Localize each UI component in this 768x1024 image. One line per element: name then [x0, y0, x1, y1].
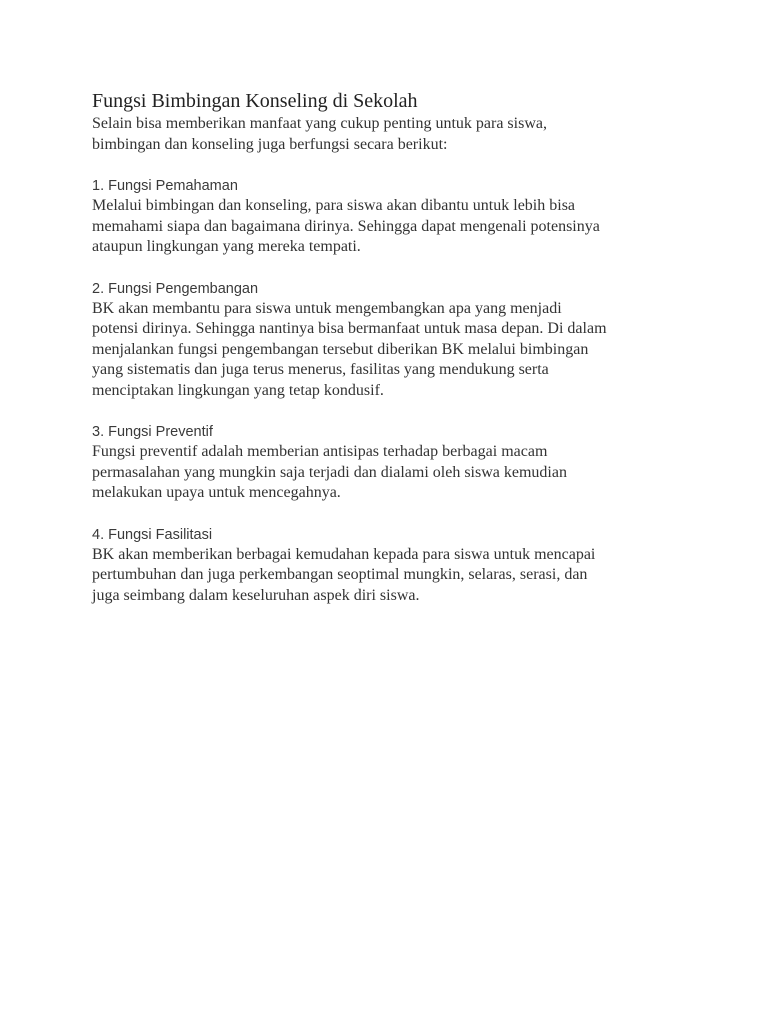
section-heading: 1. Fungsi Pemahaman	[92, 178, 238, 194]
body-line: memahami siapa dan bagaimana dirinya. Sehingga dapat mengenali potensinya	[92, 217, 600, 235]
body-line: Fungsi preventif adalah memberian antisipas terhadap berbagai macam	[92, 443, 548, 460]
document-title: Fungsi Bimbingan Konseling di Sekolah	[92, 90, 418, 112]
intro-line: Selain bisa memberikan manfaat yang cukup penting untuk para siswa,	[92, 115, 547, 132]
section-preventif	[92, 422, 692, 504]
body-line: BK akan membantu para siswa untuk mengembangkan apa yang menjadi	[92, 299, 562, 317]
section-body	[92, 196, 692, 258]
body-line: potensi dirinya. Sehingga nantinya bisa bermanfaat untuk masa depan. Di dalam	[92, 320, 607, 337]
section-heading: 3. Fungsi Preventif	[92, 424, 213, 440]
body-line: permasalahan yang mungkin saja terjadi dan dialami oleh siswa kemudian	[92, 463, 567, 481]
section-heading: 4. Fungsi Fasilitasi	[92, 526, 213, 543]
section-heading: 2. Fungsi Pengembangan	[92, 280, 259, 297]
section-body	[92, 442, 692, 504]
body-line: melakukan upaya untuk mencegahnya.	[92, 484, 341, 501]
intro-paragraph	[92, 114, 692, 155]
section-body	[92, 545, 692, 607]
body-line: pertumbuhan dan juga perkembangan seoptimal mungkin, selaras, serasi, dan	[92, 566, 588, 583]
section-pengembangan	[92, 279, 692, 402]
body-line: juga seimbang dalam keseluruhan aspek diri siswa.	[92, 586, 420, 604]
body-line: menjalankan fungsi pengembangan tersebut diberikan BK melalui bimbingan	[92, 340, 589, 358]
section-pemahaman	[92, 176, 692, 258]
document-page	[92, 88, 692, 606]
body-line: Melalui bimbingan dan konseling, para siswa akan dibantu untuk lebih bisa	[92, 197, 576, 214]
intro-line: bimbingan dan konseling juga berfungsi secara berikut:	[92, 135, 448, 153]
section-fasilitasi	[92, 525, 692, 607]
body-line: BK akan memberikan berbagai kemudahan kepada para siswa untuk mencapai	[92, 545, 596, 563]
section-body	[92, 299, 692, 402]
body-line: menciptakan lingkungan yang tetap kondusif.	[92, 381, 384, 399]
body-line: ataupun lingkungan yang mereka tempati.	[92, 238, 361, 255]
body-line: yang sistematis dan juga terus menerus, fasilitas yang mendukung serta	[92, 361, 549, 378]
